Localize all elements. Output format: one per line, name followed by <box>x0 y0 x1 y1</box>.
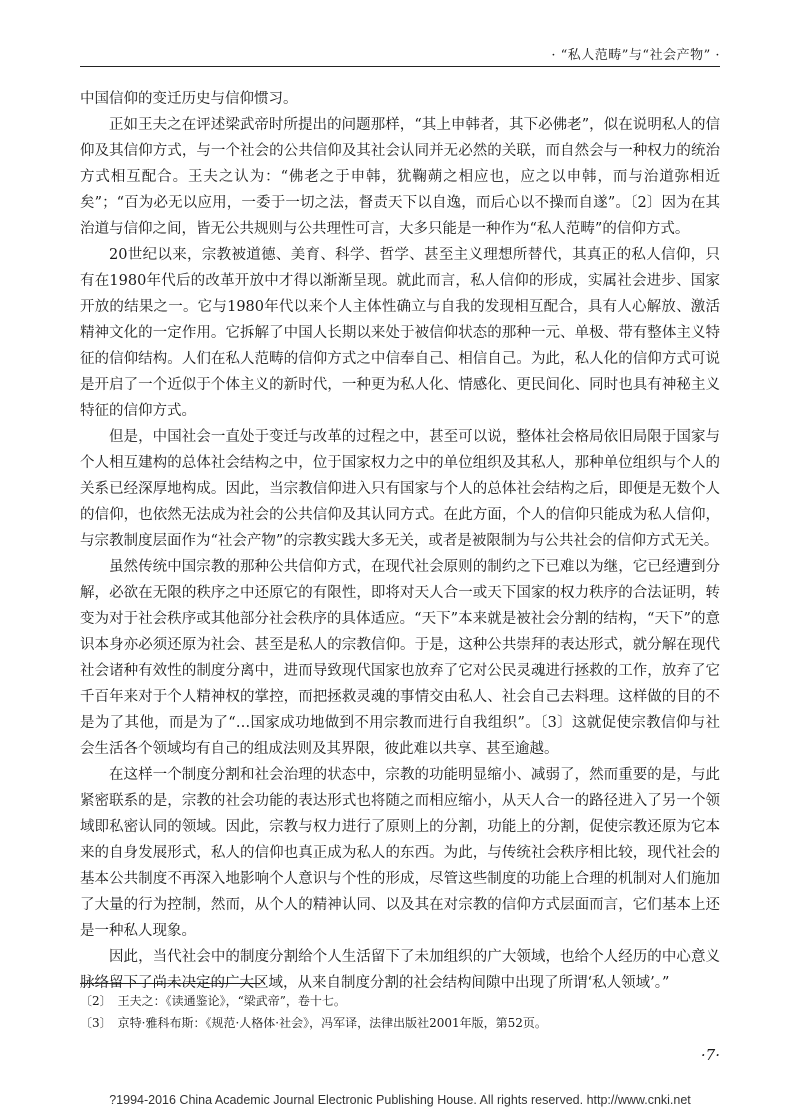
paragraph-2: 正如王夫之在评述梁武帝时所提出的问题那样，“其上申韩者，其下必佛老”，似在说明私人的信仰及其信仰方式，与一个社会的公共信仰及其社会认同并无必然的关联，而自然会与一种权力的统治方式相互配合。王夫之认为：“佛老之于申韩，犹鞠蒴之相应也，应之以申韩，而与治道弥相近矣”；“百为必无以应用，一委于一切之法，督责天下以自逸，而后心以不操而自遂”。〔2〕因为在其治道与信仰之间，皆无公共规则与公共理性可言，大多只能是一种作为“私人范畴”的信仰方式。 <box>80 117 720 237</box>
paragraph-5: 虽然传统中国宗教的那种公共信仰方式，在现代社会原则的制约之下已难以为继，它已经遭到分解，必欲在无限的秩序之中还原它的有限性，即将对天人合一或天下国家的权力秩序的合法证明，转变为对于社会秩序或其他部分社会秩序的具体适应。“天下”本来就是被社会分割的结构，“天下”的意识本身亦必须还原为社会、甚至是私人的宗教信仰。于是，这种公共崇拜的表达形式，就分解在现代社会诸种有效性的制度分离中，进而导致现代国家也放弃了它对公民灵魂进行拯救的工作，放弃了它千百年来对于个人精神权的掌控，而把拯救灵魂的事情交由私人、社会自己去料理。这样做的目的不是为了其他，而是为了“…国家成功地做到不用宗教而进行自我组织”。〔3〕这就促使宗教信仰与社会生活各个领域均有自己的组成法则及其界限，彼此难以共享、甚至逾越。 <box>80 559 720 757</box>
copyright-line: ?1994-2016 China Academic Journal Electronic Publishing House. All rights reserved. http://www.cnki.net <box>109 1093 691 1107</box>
footnote-rule <box>80 983 260 984</box>
paragraph-4: 但是，中国社会一直处于变迁与改革的过程之中，甚至可以说，整体社会格局依旧局限于国家与个人相互建构的总体社会结构之中，位于国家权力之中的单位组织及其私人，那种单位组织与个人的关系已经深厚地构成。因此，当宗教信仰进入只有国家与个人的总体社会结构之后，即便是无数个人的信仰，也依然无法成为社会的公共信仰及其认同方式。在此方面，个人的信仰只能成为私人信仰，与宗教制度层面作为“社会产物”的宗教实践大多无关，或者是被限制为与公共社会的信仰方式无关。 <box>80 429 720 549</box>
page-number: ·7· <box>700 1046 720 1064</box>
paragraph-3: 20世纪以来，宗教被道德、美育、科学、哲学、甚至主义理想所替代，其真正的私人信仰，只有在1980年代后的改革开放中才得以渐渐呈现。就此而言，私人信仰的形成，实属社会进步、国家开放的结果之一。它与1980年代以来个人主体性确立与自我的发现相互配合，具有人心解放、激活精神文化的一定作用。它拆解了中国人长期以来处于被信仰状态的那种一元、单极、带有整体主义特征的信仰结构。人们在私人范畴的信仰方式之中信奉自己、相信自己。为此，私人化的信仰方式可说是开启了一个近似于个体主义的新时代，一种更为私人化、情感化、更民间化、同时也具有神秘主义特征的信仰方式。 <box>80 247 720 419</box>
paragraph-7: 因此，当代社会中的制度分割给个人生活留下了未加组织的广大领域，也给个人经历的中心意义脉络留下了尚未决定的广大区域，从来自制度分割的社会结构间隙中出现了所谓‘私人领域’。” <box>80 949 720 991</box>
paragraph-1: 中国信仰的变迁历史与信仰惯习。 <box>80 91 298 107</box>
footnote-2: 〔2〕 王夫之：《读通鉴论》，“梁武帝”，卷十七。 <box>80 994 346 1008</box>
footnotes <box>80 990 720 1034</box>
header-rule <box>80 66 720 67</box>
footnote-3: 〔3〕 京特·雅科布斯：《规范·人格体·社会》，冯军译，法律出版社2001年版，第52页。 <box>80 1016 547 1030</box>
paragraph-6: 在这样一个制度分割和社会治理的状态中，宗教的功能明显缩小、减弱了，然而重要的是，与此紧密联系的是，宗教的社会功能的表达形式也将随之而相应缩小，从天人合一的路径进入了另一个领域即私密认同的领域。因此，宗教与权力进行了原则上的分割，功能上的分割，促使宗教还原为它本来的自身发展形式，私人的信仰也真正成为私人的东西。为此，与传统社会秩序相比较，现代社会的基本公共制度不再深入地影响个人意识与个性的形成，尽管这些制度的功能上合理的机制对人们施加了大量的行为控制，然而，从个人的精神认同、以及其在对宗教的信仰方式层面而言，它们基本上还是一种私人现象。 <box>80 767 720 939</box>
running-header: · “私人范畴”与“社会产物” · <box>551 48 720 63</box>
article-body <box>80 86 720 996</box>
